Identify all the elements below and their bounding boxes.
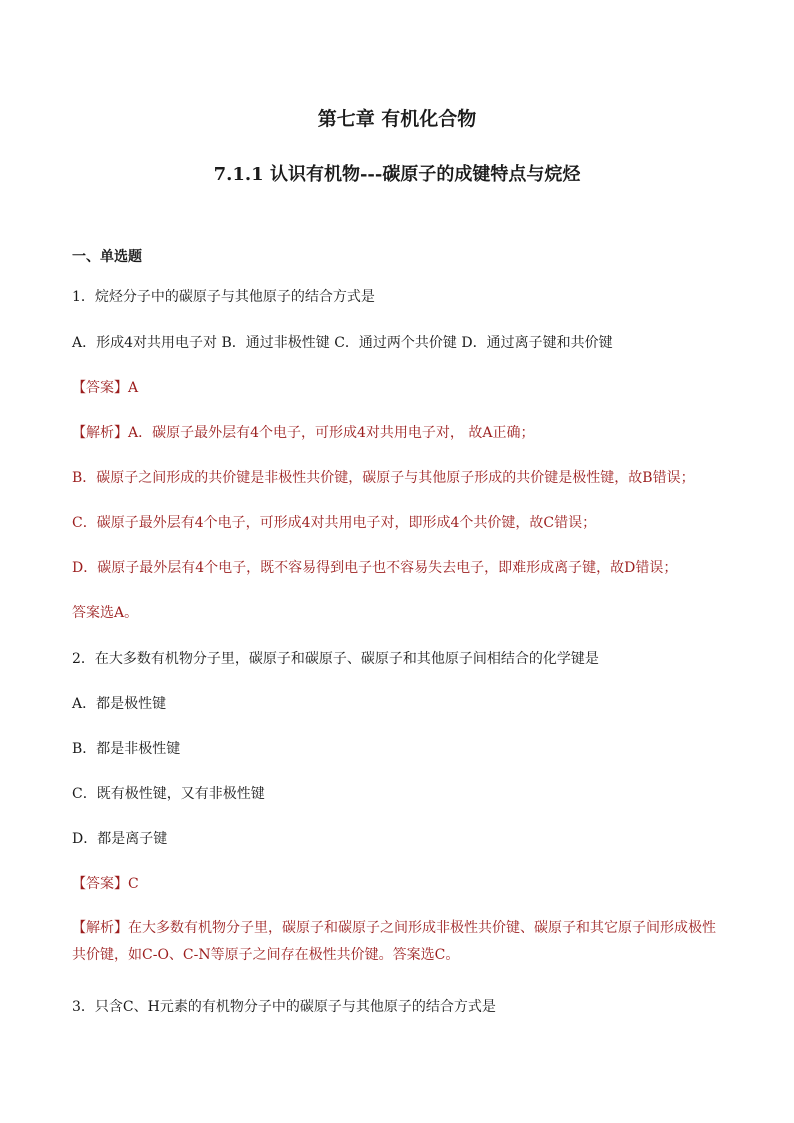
q1-analysis-line: 答案选A。 (72, 605, 139, 621)
q3-stem: 3．只含C、H元素的有机物分子中的碳原子与其他原子的结合方式是 (72, 999, 496, 1015)
q1-analysis-line: D．碳原子最外层有4个电子，既不容易得到电子也不容易失去电子，即难形成离子键，故D错误； (72, 560, 678, 576)
q1-answer: 【答案】A (72, 380, 139, 396)
q1-options: A．形成4对共用电子对 B．通过非极性键 C．通过两个共价键 D．通过离子键和共价键 (72, 335, 613, 351)
q2-option: B．都是非极性键 (72, 741, 181, 757)
q2-stem: 2．在大多数有机物分子里，碳原子和碳原子、碳原子和其他原子间相结合的化学键是 (72, 651, 599, 667)
section-heading: 一、单选题 (72, 249, 142, 265)
chapter-title: 第七章 有机化合物 (317, 108, 477, 130)
q1-analysis-line: 【解析】A．碳原子最外层有4个电子，可形成4对共用电子对， 故A正确； (72, 425, 535, 441)
section-title: 7.1.1 认识有机物---碳原子的成键特点与烷烃 (213, 164, 581, 185)
q2-option: A．都是极性键 (72, 696, 167, 712)
q1-analysis-line: B．碳原子之间形成的共价键是非极性共价键，碳原子与其他原子形成的共价键是极性键，故B错误； (72, 470, 695, 486)
q1-analysis-line: C．碳原子最外层有4个电子，可形成4对共用电子对，即形成4个共价键，故C错误； (72, 515, 597, 531)
q2-analysis: 【解析】在大多数有机物分子里，碳原子和碳原子之间形成非极性共价键、碳原子和其它原子间形成极性共价键，如C-O、C-N等原子之间存在极性共价键。答案选C。 (72, 920, 716, 963)
q2-option: C．既有极性键，又有非极性键 (72, 786, 265, 802)
q1-stem: 1．烷烃分子中的碳原子与其他原子的结合方式是 (72, 289, 375, 305)
q2-answer: 【答案】C (72, 876, 139, 892)
q2-option: D．都是离子键 (72, 831, 168, 847)
